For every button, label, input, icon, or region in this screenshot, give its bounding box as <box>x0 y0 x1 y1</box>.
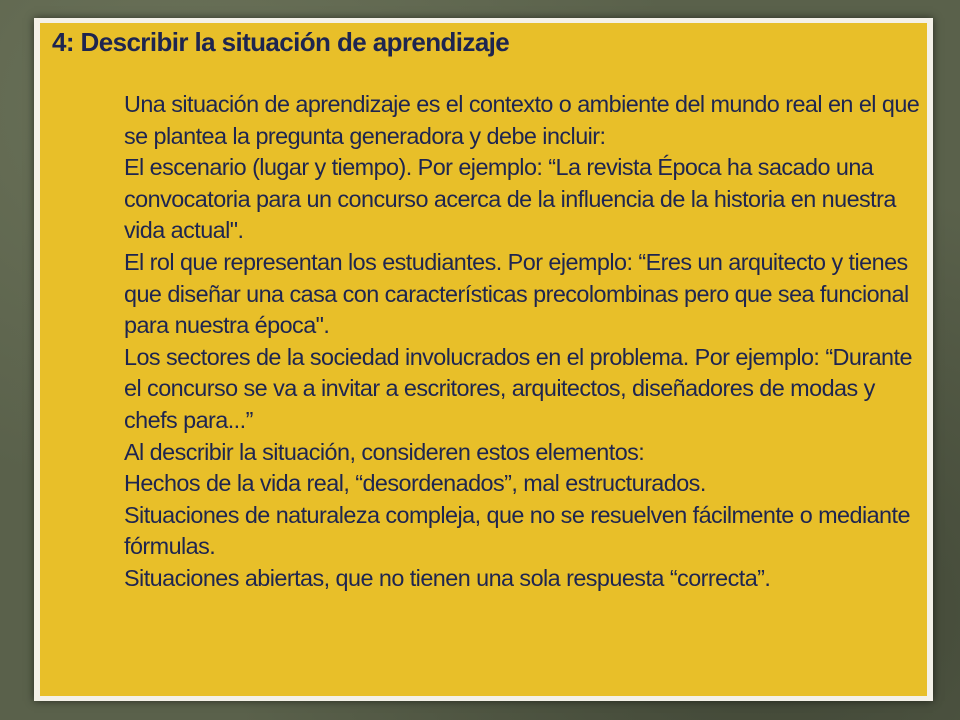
slide-title: 4: Describir la situación de aprendizaje <box>52 27 510 57</box>
paragraph-real-life-facts: Hechos de la vida real, “desordenados”, mal estructurados. <box>124 470 706 497</box>
paragraph-society-sectors: Los sectores de la sociedad involucrados en el problema. Por ejemplo: “Durante el concurso se va a invitar a escritores, arquitectos, diseñadores de modas y chefs para...” <box>124 343 912 433</box>
paragraph-open-situations: Situaciones abiertas, que no tienen una sola respuesta “correcta”. <box>124 564 771 591</box>
slide-content-panel <box>40 23 927 696</box>
paragraph-elements-intro: Al describir la situación, consideren estos elementos: <box>124 438 645 465</box>
slide-frame <box>34 18 933 701</box>
paragraph-intro: Una situación de aprendizaje es el contexto o ambiente del mundo real en el que se plantea la pregunta generadora y debe incluir: <box>124 91 920 149</box>
paragraph-student-role: El rol que representan los estudiantes. Por ejemplo: “Eres un arquitecto y tienes que diseñar una casa con características precolombinas pero que sea funcional para nuestra época". <box>124 248 909 339</box>
slide-body <box>124 89 924 595</box>
paragraph-complex-situations: Situaciones de naturaleza compleja, que no se resuelven fácilmente o mediante fórmulas. <box>124 501 910 560</box>
paragraph-scenario: El escenario (lugar y tiempo). Por ejemplo: “La revista Época ha sacado una convocatoria para un concurso acerca de la influencia de la historia en nuestra vida actual". <box>124 154 896 244</box>
